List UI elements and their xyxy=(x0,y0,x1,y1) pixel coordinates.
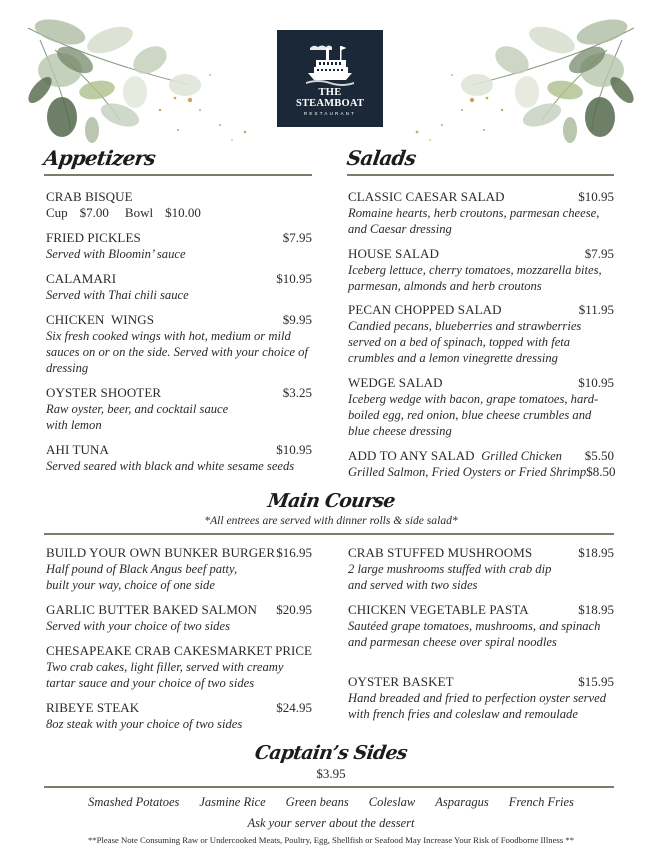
menu-item-oyster-basket xyxy=(348,674,614,722)
menu-item-house-salad xyxy=(348,246,614,294)
steamboat-logo xyxy=(277,30,383,127)
main-course-note: *All entrees are served with dinner rolls & side salad* xyxy=(204,514,458,527)
item-name: BUILD YOUR OWN BUNKER BURGER xyxy=(46,545,276,560)
item-price: $15.95 xyxy=(578,674,614,689)
menu-item-classic-caesar-salad xyxy=(348,189,614,237)
menu-item-chicken-vegetable-pasta xyxy=(348,602,614,650)
item-price: $10.95 xyxy=(276,442,312,457)
salad-addons xyxy=(348,448,614,480)
addon-option-name: Grilled Salmon, Fried Oysters or Fried Shrimp xyxy=(348,465,587,479)
item-name: FRIED PICKLES xyxy=(46,230,141,245)
sides-divider xyxy=(44,786,614,788)
item-price: $20.95 xyxy=(276,602,312,617)
menu-item-pecan-chopped-salad xyxy=(348,302,614,366)
menu-item-ribeye-steak xyxy=(46,700,312,732)
item-name: CHICKEN VEGETABLE PASTA xyxy=(348,602,529,617)
item-description: Two crab cakes, light filler, served with creamy tartar sauce and your choice of two sides xyxy=(46,660,284,690)
item-description: Raw oyster, beer, and cocktail sauce with lemon xyxy=(46,402,229,432)
item-name: CHICKEN WINGS xyxy=(46,312,155,327)
item-description: Romaine hearts, herb croutons, parmesan cheese, and Caesar dressing xyxy=(348,206,600,236)
addon-option-price: $8.50 xyxy=(586,464,616,479)
logo-text-restaurant: RESTAURANT xyxy=(303,111,357,116)
item-name: WEDGE SALAD xyxy=(348,375,443,390)
item-description: Six fresh cooked wings with hot, medium or mild sauces on or on the side. Served with your choice of dressing xyxy=(46,329,308,375)
appetizers-divider xyxy=(44,174,312,176)
side-item: Coleslaw xyxy=(368,795,416,809)
main-course-divider xyxy=(44,533,614,535)
eucalyptus-foliage-right-illustration xyxy=(392,0,662,150)
menu-item-ahi-tuna xyxy=(46,442,312,474)
item-price: $10.95 xyxy=(578,375,614,390)
item-name: CRAB STUFFED MUSHROOMS xyxy=(348,545,533,560)
size-label-bowl: Bowl xyxy=(124,205,154,220)
item-description: Half pound of Black Angus beef patty, built your way, choice of one side xyxy=(46,562,238,592)
side-item: Asparagus xyxy=(435,795,489,809)
eucalyptus-foliage-left-illustration xyxy=(0,0,270,150)
item-name: CALAMARI xyxy=(46,271,117,286)
size-price-bowl: $10.00 xyxy=(165,205,201,220)
item-name: CHESAPEAKE CRAB CAKES xyxy=(46,643,218,658)
item-price: $3.25 xyxy=(282,385,312,400)
item-name: CRAB BISQUE xyxy=(46,189,133,204)
logo-text-the: THE xyxy=(318,87,342,98)
item-price: $18.95 xyxy=(578,602,614,617)
item-price: $18.95 xyxy=(578,545,614,560)
item-price: $16.95 xyxy=(276,545,312,560)
item-description: 2 large mushrooms stuffed with crab dip and served with two sides xyxy=(348,562,552,592)
item-price: $9.95 xyxy=(282,312,312,327)
menu-item-wedge-salad xyxy=(348,375,614,439)
sides-list xyxy=(0,795,662,810)
item-price: $11.95 xyxy=(578,302,614,317)
item-name: OYSTER BASKET xyxy=(348,674,454,689)
item-name: RIBEYE STEAK xyxy=(46,700,140,715)
steamboat-icon xyxy=(304,42,356,86)
item-name: PECAN CHOPPED SALAD xyxy=(348,302,502,317)
item-description: Candied pecans, blueberries and strawberries served on a bed of spinach, topped with feta crumbles and a lemon vinegrette dressing xyxy=(348,319,582,365)
item-description: Iceberg lettuce, cherry tomatoes, mozzarella bites, parmesan, almonds and herb croutons xyxy=(348,263,602,293)
logo-text-steamboat: STEAMBOAT xyxy=(295,98,365,109)
menu-item-crab-stuffed-mushrooms xyxy=(348,545,614,593)
item-price: $7.95 xyxy=(282,230,312,245)
item-price: $7.95 xyxy=(584,246,614,261)
item-price: MARKET PRICE xyxy=(217,643,312,658)
sides-heading-wrap xyxy=(0,742,662,765)
main-course-heading-wrap xyxy=(0,490,662,513)
salads-divider xyxy=(347,174,614,176)
side-item: Green beans xyxy=(285,795,349,809)
item-description: Iceberg wedge with bacon, grape tomatoes, hard-boiled egg, red onion, blue cheese crumbles and blue cheese dressing xyxy=(348,392,599,438)
size-label-cup: Cup xyxy=(46,205,68,220)
item-name: GARLIC BUTTER BAKED SALMON xyxy=(46,602,257,617)
item-name: AHI TUNA xyxy=(46,442,110,457)
sides-price: $3.95 xyxy=(316,766,346,781)
menu-item-oyster-shooter xyxy=(46,385,312,433)
side-item: French Fries xyxy=(508,795,574,809)
item-description: Hand breaded and fried to perfection oyster served with french fries and coleslaw and remoulade xyxy=(348,691,606,721)
item-description: Served with Thai chili sauce xyxy=(46,288,189,302)
item-price: $10.95 xyxy=(578,189,614,204)
menu-item-bunker-burger xyxy=(46,545,312,593)
item-description: Sautéed grape tomatoes, mushrooms, and spinach and parmesan cheese over spiral noodles xyxy=(348,619,601,649)
side-item: Jasmine Rice xyxy=(199,795,266,809)
menu-item-fried-pickles xyxy=(46,230,312,262)
sides-heading: Captain’s Sides xyxy=(253,742,409,764)
addon-option-price: $5.50 xyxy=(584,448,614,463)
item-price: $10.95 xyxy=(276,271,312,286)
item-name: CLASSIC CAESAR SALAD xyxy=(348,189,505,204)
item-name: OYSTER SHOOTER xyxy=(46,385,162,400)
salads-heading: Salads xyxy=(345,146,418,170)
main-course-heading: Main Course xyxy=(266,490,396,512)
foodborne-illness-warning: **Please Note Consuming Raw or Undercooked Meats, Poultry, Egg, Shellfish or Seafood May Increase Your Risk of Foodborne Illness ** xyxy=(87,835,575,845)
menu-item-garlic-butter-salmon xyxy=(46,602,312,634)
item-description: Served with Bloomin’ sauce xyxy=(46,247,186,261)
menu-item-chesapeake-crab-cakes xyxy=(46,643,312,691)
appetizers-heading: Appetizers xyxy=(42,146,157,170)
addon-option-name: Grilled Chicken xyxy=(481,449,562,463)
menu-item-crab-bisque xyxy=(46,189,312,221)
item-description: 8oz steak with your choice of two sides xyxy=(46,717,243,731)
item-name: HOUSE SALAD xyxy=(348,246,440,261)
item-price: $24.95 xyxy=(276,700,312,715)
item-description: Served seared with black and white sesame seeds xyxy=(46,459,295,473)
dessert-note: Ask your server about the dessert xyxy=(247,816,415,830)
side-item: Smashed Potatoes xyxy=(88,795,180,809)
size-price-cup: $7.00 xyxy=(79,205,109,220)
item-description: Served with your choice of two sides xyxy=(46,619,230,633)
addon-label: ADD TO ANY SALAD xyxy=(348,448,475,463)
menu-item-calamari xyxy=(46,271,312,303)
menu-item-chicken-wings xyxy=(46,312,312,376)
